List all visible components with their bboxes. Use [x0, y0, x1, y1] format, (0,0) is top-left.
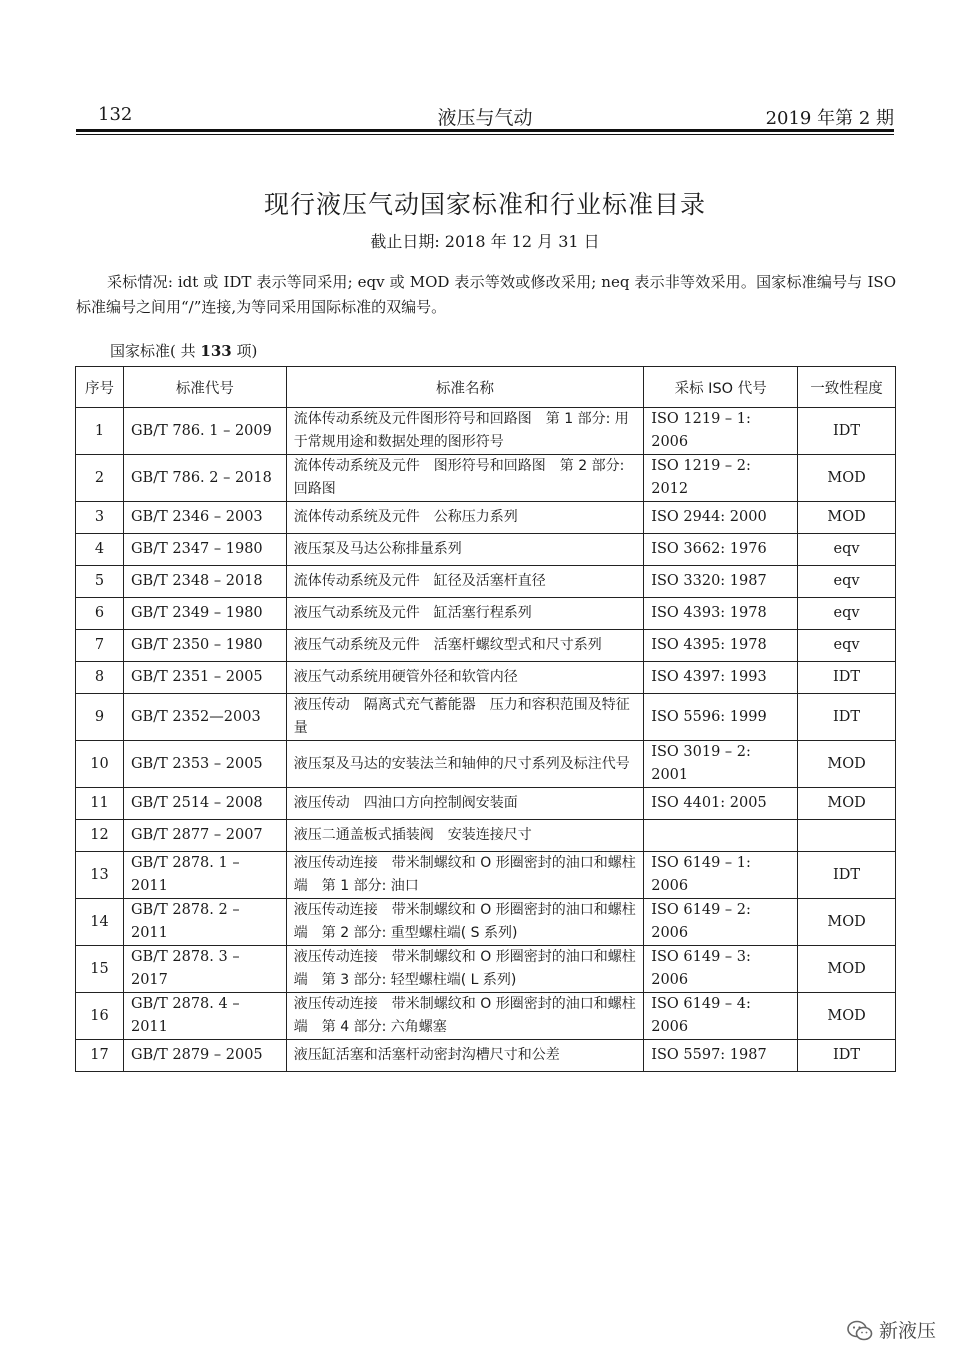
caption-suffix: 项) — [231, 342, 258, 360]
cell-no: 5 — [76, 566, 124, 598]
cell-code: GB/T 786. 1 – 2009 — [123, 408, 286, 455]
table-row — [76, 534, 896, 566]
cell-name: 液压传动连接 带米制螺纹和 O 形圈密封的油口和螺柱端 第 1 部分: 油口 — [286, 852, 643, 899]
cell-code: GB/T 786. 2 – 2018 — [123, 455, 286, 502]
cell-code: GB/T 2877 – 2007 — [123, 820, 286, 852]
cell-no: 7 — [76, 630, 124, 662]
cell-no: 15 — [76, 946, 124, 993]
cell-code: GB/T 2514 – 2008 — [123, 788, 286, 820]
cell-degree: IDT — [798, 694, 896, 741]
cell-no: 3 — [76, 502, 124, 534]
cell-degree: MOD — [798, 502, 896, 534]
cell-code: GB/T 2347 – 1980 — [123, 534, 286, 566]
cell-degree: MOD — [798, 899, 896, 946]
cell-code: GB/T 2351 – 2005 — [123, 662, 286, 694]
cell-degree: IDT — [798, 1040, 896, 1072]
cell-code: GB/T 2348 – 2018 — [123, 566, 286, 598]
cell-iso: ISO 6149 – 1: 2006 — [644, 852, 798, 899]
cell-iso: ISO 6149 – 2: 2006 — [644, 899, 798, 946]
cell-degree: eqv — [798, 534, 896, 566]
cell-degree: MOD — [798, 993, 896, 1040]
cell-name: 液压泵及马达的安装法兰和轴伸的尺寸系列及标注代号 — [286, 741, 643, 788]
cell-iso — [644, 820, 798, 852]
cell-degree: MOD — [798, 455, 896, 502]
wechat-icon — [847, 1320, 873, 1342]
table-header-row — [76, 367, 896, 408]
cell-iso: ISO 3320: 1987 — [644, 566, 798, 598]
cell-name: 液压缸活塞和活塞杆动密封沟槽尺寸和公差 — [286, 1040, 643, 1072]
cell-no: 14 — [76, 899, 124, 946]
cell-degree — [798, 820, 896, 852]
cell-degree: MOD — [798, 788, 896, 820]
cell-name: 液压传动 四油口方向控制阀安装面 — [286, 788, 643, 820]
cell-degree: eqv — [798, 598, 896, 630]
cell-iso: ISO 4393: 1978 — [644, 598, 798, 630]
intro-paragraph: 采标情况: idt 或 IDT 表示等同采用; eqv 或 MOD 表示等效或修改采用; neq 表示非等效采用。国家标准编号与 ISO 标准编号之间用“/”连接,为等同采用国际标准的双编号。 — [76, 273, 896, 316]
cutoff-date: 截止日期: 2018 年 12 月 31 日 — [370, 232, 600, 251]
cell-degree: IDT — [798, 408, 896, 455]
cell-name: 液压气动系统用硬管外径和软管内径 — [286, 662, 643, 694]
cell-degree: eqv — [798, 566, 896, 598]
table-row — [76, 899, 896, 946]
table-row — [76, 852, 896, 899]
table-row — [76, 694, 896, 741]
watermark — [847, 1316, 936, 1343]
cell-code: GB/T 2350 – 1980 — [123, 630, 286, 662]
cell-name: 流体传动系统及元件 缸径及活塞杆直径 — [286, 566, 643, 598]
cell-no: 9 — [76, 694, 124, 741]
cell-no: 12 — [76, 820, 124, 852]
cell-iso: ISO 1219 – 2: 2012 — [644, 455, 798, 502]
col-header-code: 标准代号 — [123, 367, 286, 408]
cell-code: GB/T 2353 – 2005 — [123, 741, 286, 788]
cell-no: 4 — [76, 534, 124, 566]
page-number: 132 — [98, 104, 133, 125]
cell-code: GB/T 2878. 1 – 2011 — [123, 852, 286, 899]
cell-degree: IDT — [798, 852, 896, 899]
cell-name: 液压气动系统及元件 活塞杆螺纹型式和尺寸系列 — [286, 630, 643, 662]
cell-iso: ISO 6149 – 3: 2006 — [644, 946, 798, 993]
cell-iso: ISO 5596: 1999 — [644, 694, 798, 741]
header-rule-thin — [76, 134, 894, 135]
cell-name: 液压二通盖板式插装阀 安装连接尺寸 — [286, 820, 643, 852]
page-header — [76, 100, 894, 128]
table-row — [76, 741, 896, 788]
cell-code: GB/T 2349 – 1980 — [123, 598, 286, 630]
table-row — [76, 408, 896, 455]
table-row — [76, 1040, 896, 1072]
table-row — [76, 946, 896, 993]
cell-no: 6 — [76, 598, 124, 630]
cell-code: GB/T 2352—2003 — [123, 694, 286, 741]
cell-code: GB/T 2879 – 2005 — [123, 1040, 286, 1072]
header-rule-thick — [76, 129, 894, 132]
cell-iso: ISO 4397: 1993 — [644, 662, 798, 694]
cell-no: 10 — [76, 741, 124, 788]
table-row — [76, 598, 896, 630]
cell-no: 1 — [76, 408, 124, 455]
table-row — [76, 566, 896, 598]
cell-iso: ISO 4395: 1978 — [644, 630, 798, 662]
cell-code: GB/T 2878. 3 – 2017 — [123, 946, 286, 993]
table-row — [76, 993, 896, 1040]
cell-code: GB/T 2878. 4 – 2011 — [123, 993, 286, 1040]
table-row — [76, 502, 896, 534]
table-row — [76, 788, 896, 820]
cell-name: 液压气动系统及元件 缸活塞行程系列 — [286, 598, 643, 630]
cell-name: 液压传动 隔离式充气蓄能器 压力和容积范围及特征量 — [286, 694, 643, 741]
cell-iso: ISO 2944: 2000 — [644, 502, 798, 534]
col-header-no: 序号 — [76, 367, 124, 408]
cell-name: 液压泵及马达公称排量系列 — [286, 534, 643, 566]
cell-code: GB/T 2878. 2 – 2011 — [123, 899, 286, 946]
col-header-name: 标准名称 — [286, 367, 643, 408]
cell-iso: ISO 1219 – 1: 2006 — [644, 408, 798, 455]
table-row — [76, 820, 896, 852]
journal-name: 液压与气动 — [437, 107, 533, 129]
table-row — [76, 630, 896, 662]
cell-name: 流体传动系统及元件图形符号和回路图 第 1 部分: 用于常规用途和数据处理的图形符号 — [286, 408, 643, 455]
cell-name: 流体传动系统及元件 图形符号和回路图 第 2 部分: 回路图 — [286, 455, 643, 502]
cell-iso: ISO 6149 – 4: 2006 — [644, 993, 798, 1040]
cell-degree: MOD — [798, 741, 896, 788]
cell-no: 13 — [76, 852, 124, 899]
issue-label: 2019 年第 2 期 — [765, 108, 894, 129]
cell-no: 11 — [76, 788, 124, 820]
cell-degree: IDT — [798, 662, 896, 694]
cell-name: 流体传动系统及元件 公称压力系列 — [286, 502, 643, 534]
page-title: 现行液压气动国家标准和行业标准目录 — [263, 190, 706, 219]
caption-prefix: 国家标准( 共 — [110, 342, 201, 360]
caption-count: 133 — [200, 342, 232, 360]
cell-name: 液压传动连接 带米制螺纹和 O 形圈密封的油口和螺柱端 第 2 部分: 重型螺柱端( S 系列) — [286, 899, 643, 946]
cell-iso: ISO 3662: 1976 — [644, 534, 798, 566]
cell-iso: ISO 3019 – 2: 2001 — [644, 741, 798, 788]
table-row — [76, 455, 896, 502]
standards-table — [75, 366, 896, 1072]
cell-no: 17 — [76, 1040, 124, 1072]
cell-code: GB/T 2346 – 2003 — [123, 502, 286, 534]
cell-name: 液压传动连接 带米制螺纹和 O 形圈密封的油口和螺柱端 第 4 部分: 六角螺塞 — [286, 993, 643, 1040]
table-caption — [110, 340, 257, 361]
cell-iso: ISO 5597: 1987 — [644, 1040, 798, 1072]
cell-iso: ISO 4401: 2005 — [644, 788, 798, 820]
col-header-iso: 采标 ISO 代号 — [644, 367, 798, 408]
col-header-degree: 一致性程度 — [798, 367, 896, 408]
table-row — [76, 662, 896, 694]
cell-name: 液压传动连接 带米制螺纹和 O 形圈密封的油口和螺柱端 第 3 部分: 轻型螺柱端( L 系列) — [286, 946, 643, 993]
cell-degree: eqv — [798, 630, 896, 662]
watermark-text: 新液压 — [878, 1320, 936, 1342]
cell-degree: MOD — [798, 946, 896, 993]
cell-no: 16 — [76, 993, 124, 1040]
cell-no: 2 — [76, 455, 124, 502]
cell-no: 8 — [76, 662, 124, 694]
